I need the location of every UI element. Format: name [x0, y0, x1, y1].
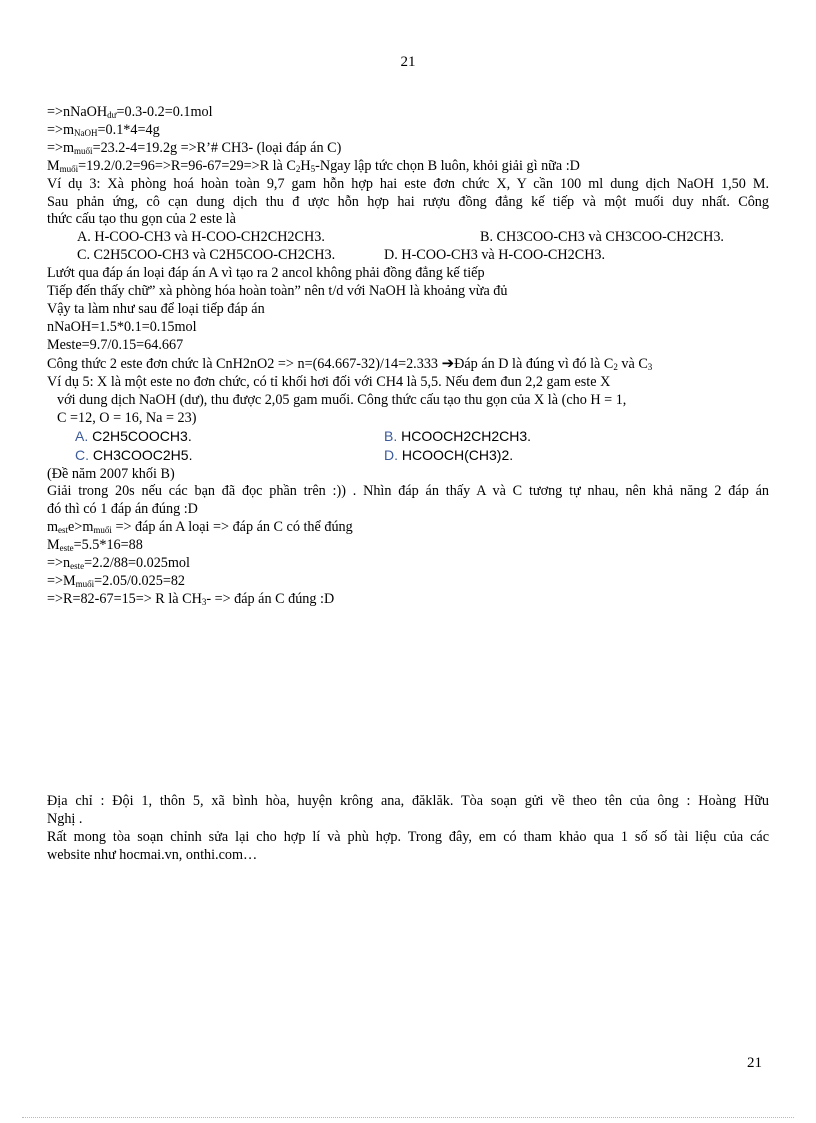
example-5-line-3: C =12, O = 16, Na = 23) [57, 409, 197, 426]
example-3-options-ab [47, 229, 769, 247]
example-3-option-a: A. H-COO-CH3 và H-COO-CH2CH2CH3. [77, 229, 325, 246]
solution-1-line-2: Tiếp đến thấy chữ” xà phòng hóa hoàn toàn” nên t/d với NaOH là khoảng vừa đủ [47, 283, 508, 300]
calc-line-2: $=>m_{NaOH}=0.1*4=4g$ [47, 121, 160, 138]
note-line-1: Rất mong tòa soạn chỉnh sửa lại cho hợp lí và phù hợp. Trong đây, em có tham khảo qua 1 số số tài liệu của các [47, 828, 769, 845]
solution-2-line-2: $M_{este}=5.5*16=88$ [47, 537, 143, 554]
example-5-option-b: B. HCOOCH2CH2CH3. [384, 427, 532, 444]
formula-line: Công thức 2 este đơn chức là CnH2nO2 => n=(64.667-32)/14=2.333 ➔Đáp án D là đúng vì đó là $C_2$ và $C_3$ [47, 354, 653, 372]
footer-block [47, 793, 769, 865]
solution-2-para-2: đó thì có 1 đáp án đúng :D [47, 501, 198, 518]
solution-1-line-3: Vậy ta làm như sau để loại tiếp đáp án [47, 301, 265, 318]
example-5-options-ab [47, 428, 769, 447]
calc-line-4: $M_{muối}=19.2/0.2=96=>R=96-67=29=>R$ là $C_2H_5$-Ngay lập tức chọn B luôn, khỏi giải gì nữa :D [47, 157, 580, 174]
example-3-options-cd [47, 247, 769, 265]
example-5-option-d: D. HCOOCH(CH3)2. [384, 446, 514, 463]
example-5-option-a: A. C2H5COOCH3. [75, 427, 192, 444]
calc-line-3: $=>m_{muối}=23.2-4=19.2g$ =>R’# CH3- (loại đáp án C) [47, 139, 342, 156]
arrow-icon: ➔ [441, 354, 455, 372]
solution-2-line-4: $=>M_{muối}=2.05/0.025=82$ [47, 572, 186, 589]
example-5-line-1: Ví dụ 5: X là một este no đơn chức, có tỉ khối hơi đối với CH4 là 5,5. Nếu đem đun 2,2 gam este X [47, 373, 611, 390]
main-content [47, 104, 769, 609]
example-5-options-cd [47, 447, 769, 466]
address-line-2: Nghị . [47, 810, 83, 827]
page-number-top: 21 [400, 54, 416, 70]
example-5-option-c: C. CH3COOC2H5. [75, 446, 193, 463]
calc-line-1: =>nNaOH$_{dư}$=0.3-0.2=0.1mol [47, 104, 213, 120]
example-5-source: (Đề năm 2007 khối B) [47, 465, 175, 482]
solution-2-para-1: Giải trong 20s nếu các bạn đã đọc phần trên :)) . Nhìn đáp án thấy A và C tương tự nhau, nên khả năng 2 đáp án [47, 483, 769, 500]
page-number-bottom: 21 [747, 1055, 762, 1071]
example-5-line-2: với dung dịch NaOH (dư), thu được 2,05 gam muối. Công thức cấu tạo thu gọn của X là (cho H = 1, [57, 391, 627, 408]
note-line-2: website như hocmai.vn, onthi.com… [47, 846, 258, 863]
address-line-1: Địa chỉ : Đội 1, thôn 5, xã bình hòa, huyện krông ana, đăklăk. Tòa soạn gửi về theo tên của ông : Hoàng Hữu [47, 793, 769, 809]
solution-2-line-5: =>R=82-67=15=> R là $CH_3-$ => đáp án C đúng :D [47, 590, 335, 607]
solution-2-line-1: $m_{est}e>m_{muối}$ => đáp án A loại => đáp án C có thể đúng [47, 519, 353, 536]
example-3-line-3: thức cấu tạo thu gọn của 2 este là [47, 211, 236, 228]
example-3-option-d: D. H-COO-CH3 và H-COO-CH2CH3. [384, 247, 606, 264]
solution-1-line-5: Meste=9.7/0.15=64.667 [47, 336, 184, 353]
solution-2-line-3: $=>n_{este}=2.2/88=0.025mol$ [47, 555, 190, 572]
solution-1-line-4: nNaOH=1.5*0.1=0.15mol [47, 319, 197, 336]
example-3-option-c: C. C2H5COO-CH3 và C2H5COO-CH2CH3. [77, 247, 336, 264]
example-3-line-2: Sau phản ứng, cô cạn dung dịch thu đ ược hỗn hợp hai rượu đồng đẳng kế tiếp và một muối duy nhất. Công [47, 193, 769, 210]
page-bottom-divider [22, 1117, 794, 1118]
solution-1-line-1: Lướt qua đáp án loại đáp án A vì tạo ra 2 ancol không phải đồng đẳng kế tiếp [47, 265, 485, 282]
example-3-option-b: B. CH3COO-CH3 và CH3COO-CH2CH3. [480, 229, 724, 246]
example-3-line-1: Ví dụ 3: Xà phòng hoá hoàn toàn 9,7 gam hỗn hợp hai este đơn chức X, Y cần 100 ml dung dịch NaOH 1,50 M. [47, 175, 769, 192]
